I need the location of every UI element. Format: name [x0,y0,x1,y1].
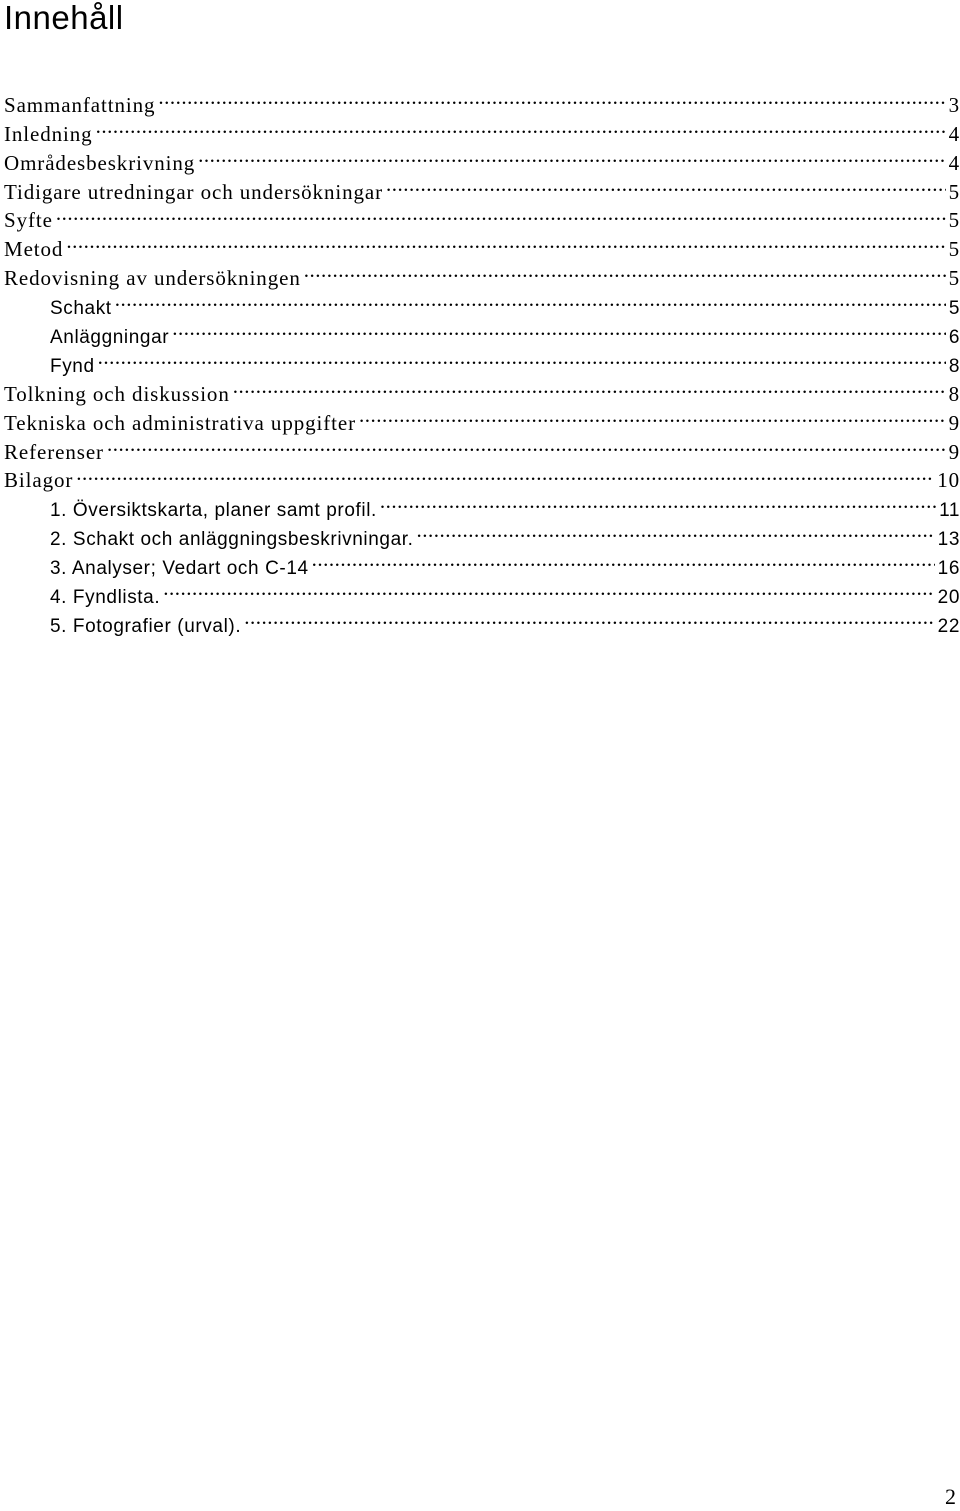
toc-entry-schakt[interactable] [4,285,960,320]
toc-entry-page: 5 [948,298,960,320]
toc-entry-page: 6 [948,327,960,349]
toc-entry-page: 22 [937,615,960,637]
toc-entry-omradesbeskrivning[interactable] [4,141,960,175]
toc-entry-label: Anläggningar [50,327,170,349]
dot-leader [76,459,934,488]
toc-entry-label: Referenser [4,439,104,464]
toc-entry-label: 5. Fotografier (urval). [50,615,242,637]
toc-entry-redovisning[interactable] [4,256,960,291]
table-of-contents [4,83,960,637]
dot-leader [66,227,945,256]
dot-leader [312,545,935,574]
toc-entry-label: Tidigare utredningar och undersökningar [4,179,383,204]
toc-entry-label: Metod [4,237,64,262]
toc-entry-label: Bilagor [4,468,74,493]
toc-entry-label: Tolkning och diskussion [4,381,230,406]
toc-entry-syfte[interactable] [4,199,960,233]
dot-leader [115,285,946,314]
toc-entry-metod[interactable] [4,227,960,262]
dot-leader [98,343,946,372]
dot-leader [304,256,946,285]
toc-entry-bilagor[interactable] [4,459,960,493]
dot-leader [417,516,935,545]
toc-entry-label: Fynd [50,355,95,377]
page-number: 2 [945,1484,956,1509]
toc-entry-page: 8 [948,381,960,406]
dot-leader [244,603,934,632]
toc-entry-page: 4 [948,150,960,175]
dot-leader [386,170,946,199]
toc-entry-page: 11 [939,500,960,522]
toc-entry-page: 20 [937,587,960,609]
toc-entry-page: 5 [948,179,960,204]
toc-entry-referenser[interactable] [4,430,960,464]
toc-entry-page: 5 [948,266,960,291]
toc-entry-inledning[interactable] [4,112,960,146]
toc-entry-page: 9 [948,439,960,464]
toc-entry-fynd[interactable] [4,343,960,377]
dot-leader [359,401,946,430]
dot-leader [163,574,934,603]
toc-entry-label: 2. Schakt och anläggningsbeskrivningar. [50,529,414,551]
toc-entry-label: Områdesbeskrivning [4,150,196,175]
toc-entry-page: 16 [937,558,960,580]
toc-entry-label: Inledning [4,121,93,146]
toc-entry-label: Redovisning av undersökningen [4,266,301,291]
dot-leader [380,487,936,516]
toc-entry-tolkning[interactable] [4,372,960,406]
dot-leader [233,372,946,401]
page-title: Innehåll [4,0,124,36]
toc-entry-anlaggningar[interactable] [4,314,960,349]
toc-entry-label: Sammanfattning [4,92,156,117]
dot-leader [158,83,945,112]
dot-leader [198,141,945,170]
toc-entry-page: 9 [948,410,960,435]
toc-entry-page: 5 [948,208,960,233]
toc-entry-label: Tekniska och administrativa uppgifter [4,410,356,435]
toc-entry-page: 5 [948,237,960,262]
toc-entry-page: 3 [948,92,960,117]
dot-leader [96,112,946,141]
toc-entry-label: Syfte [4,208,53,233]
toc-entry-page: 8 [948,355,960,377]
toc-entry-page: 13 [937,529,960,551]
dot-leader [107,430,946,459]
toc-entry-page: 10 [937,468,960,493]
toc-entry-bilaga-1[interactable] [4,487,960,522]
toc-entry-label: Schakt [50,298,112,320]
toc-entry-page: 4 [948,121,960,146]
toc-entry-label: 1. Översiktskarta, planer samt profil. [50,500,377,522]
toc-entry-label: 4. Fyndlista. [50,587,161,609]
dot-leader [56,199,946,228]
toc-entry-sammanfattning[interactable] [4,83,960,117]
dot-leader [172,314,946,343]
toc-entry-label: 3. Analyser; Vedart och C-14 [50,558,309,580]
